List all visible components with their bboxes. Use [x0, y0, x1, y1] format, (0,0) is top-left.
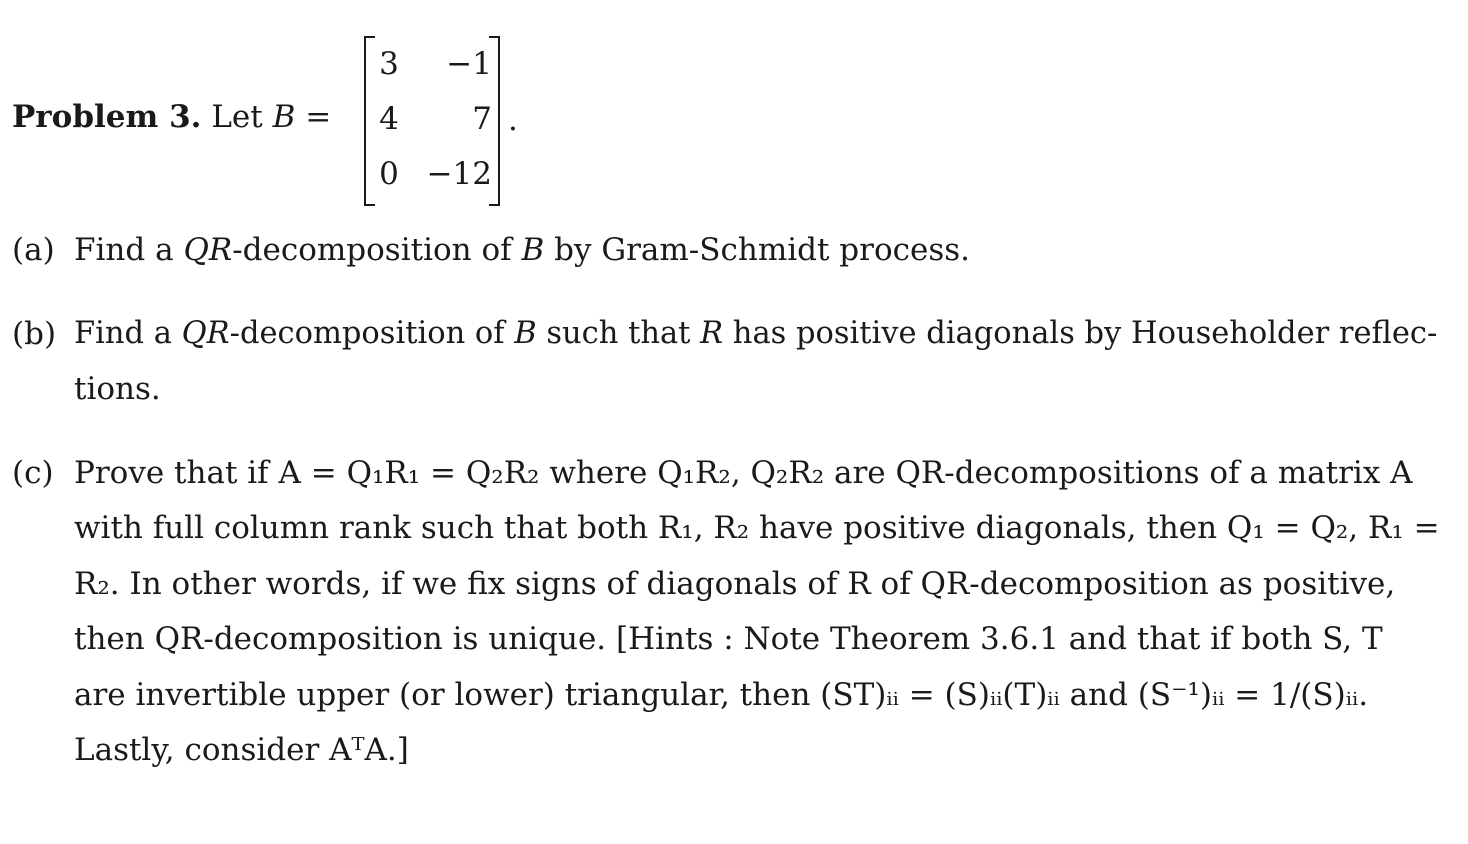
matrix-cell: 0 [379, 156, 399, 192]
problem-heading-line [12, 97, 331, 137]
matrix-b [364, 36, 500, 204]
part-a-text-2: -decomposition of [232, 232, 522, 268]
part-a-b: B [521, 232, 545, 268]
part-b-text-4: has positive diagonals by Householder reflec- [723, 316, 1438, 351]
part-c-line-1: Prove that if A = Q₁R₁ = Q₂R₂ where Q₁R₂, Q₂R₂ are QR-decompositions of a matrix A [74, 455, 1413, 491]
matrix-cell: −1 [446, 46, 492, 82]
matrix-period: . [508, 102, 518, 138]
problem-variable: B [272, 99, 296, 135]
part-a-text-1: Find a [74, 232, 184, 268]
part-b-text-3: such that [536, 316, 701, 351]
part-b-text [74, 314, 1437, 354]
part-b-text-1: Find a [74, 316, 182, 351]
part-b-r: R [700, 316, 724, 351]
part-a-text-3: by Gram-Schmidt process. [544, 232, 970, 268]
equals-sign: = [295, 99, 332, 135]
problem-heading: Problem 3. [12, 99, 202, 135]
matrix-cell: 3 [379, 46, 399, 82]
part-b-text-2: -decomposition of [229, 316, 515, 351]
part-b-b: B [514, 316, 537, 351]
part-c-line-6: Lastly, consider AᵀA.] [74, 732, 409, 768]
part-b-text-line2: tions. [74, 371, 161, 407]
matrix-cell: 4 [379, 101, 399, 137]
problem-intro: Let [211, 99, 263, 135]
matrix-cell: 7 [472, 101, 492, 137]
part-c-line-4: then QR-decomposition is unique. [Hints : Note Theorem 3.6.1 and that if both S, T [74, 621, 1383, 657]
part-b-label: (b) [12, 316, 57, 352]
part-a-qr: QR [183, 232, 233, 268]
matrix-cell: −12 [426, 156, 492, 192]
part-c-line-2: with full column rank such that both R₁, R₂ have positive diagonals, then Q₁ = Q₂, R₁ = [74, 510, 1440, 546]
part-c-line-5: are invertible upper (or lower) triangular, then (ST)ᵢᵢ = (S)ᵢᵢ(T)ᵢᵢ and (S⁻¹)ᵢᵢ = 1/(S)ᵢᵢ. [74, 677, 1369, 713]
part-c-label: (c) [12, 455, 54, 491]
part-a-label: (a) [12, 232, 55, 268]
part-b-qr: QR [181, 316, 230, 351]
part-a-text [74, 230, 970, 270]
part-c-line-3: R₂. In other words, if we fix signs of diagonals of R of QR-decomposition as positive, [74, 566, 1396, 602]
matrix-left-bracket [364, 36, 375, 206]
